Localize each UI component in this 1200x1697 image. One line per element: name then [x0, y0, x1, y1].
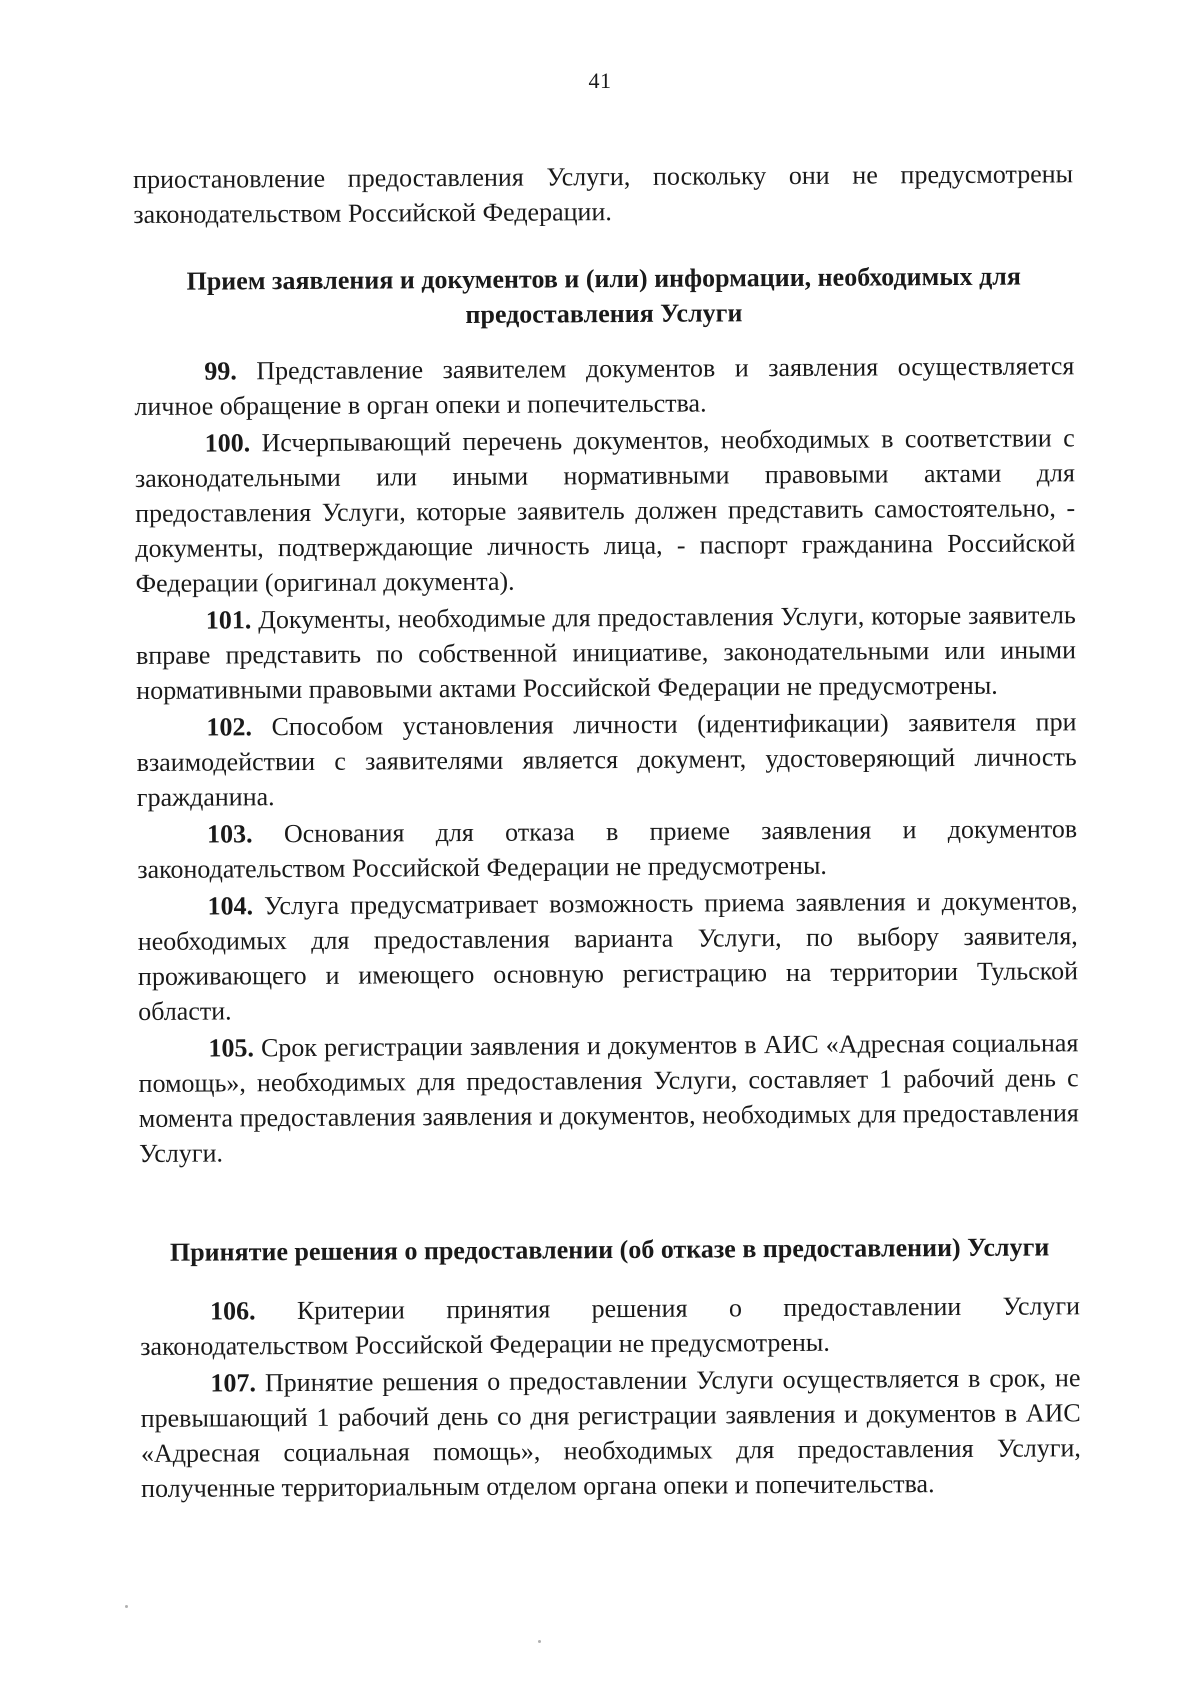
document-body — [133, 156, 1081, 1506]
scan-speck — [125, 1605, 128, 1608]
paragraph-number: 103. — [207, 819, 253, 849]
paragraph-102 — [136, 704, 1077, 815]
paragraph-text: Критерии принятия решения о предоставлении Услуги законодательством Российской Федерации не предусмотрены. — [140, 1291, 1081, 1361]
paragraph-101 — [136, 597, 1077, 708]
paragraph-number: 104. — [207, 891, 254, 921]
paragraph-number: 101. — [205, 605, 252, 635]
paragraph-text: Принятие решения о предоставлении Услуги осуществляется в срок, не превышающий 1 рабочий день со дня регистрации заявления и документов в АИС «Адресная социальная помощь», необходимых для предоставления Услуги, полученные территориальным отделом органа опеки и попечительства. — [140, 1363, 1081, 1503]
intro-paragraph: приостановление предоставления Услуги, поскольку они не предусмотрены законодательством Российской Федерации. — [133, 159, 1074, 229]
section-heading-decision: Принятие решения о предоставлении (об отказе в предоставлении) Услуги — [169, 1232, 1050, 1267]
page-number: 41 — [588, 68, 612, 93]
section-heading-reception: Прием заявления и документов и (или) информации, необходимых для предоставления Услуги — [186, 261, 1021, 329]
paragraph-text: Документы, необходимые для предоставления Услуги, которые заявитель вправе представить по собственной инициативе, законодательными или иными нормативными правовыми актами Российской Федерации не предусмотрены. — [135, 600, 1077, 705]
paragraph-text: Способом установления личности (идентификации) заявителя при взаимодействии с заявителями является документ, удостоверяющий личность гражданина. — [136, 707, 1077, 812]
paragraph-number: 105. — [208, 1033, 255, 1063]
paragraph-number: 99. — [204, 356, 237, 386]
paragraph-105 — [138, 1025, 1079, 1171]
paragraph-number: 106. — [209, 1296, 256, 1326]
paragraph-104 — [137, 883, 1078, 1029]
paragraph-number: 107. — [210, 1368, 257, 1398]
paragraph-106 — [140, 1288, 1080, 1364]
paragraph-text: Срок регистрации заявления и документов в АИС «Адресная социальная помощь», необходимых для предоставления Услуги, составляет 1 рабочий день с момента предоставления заявления и документов, необходимых для предоставления Услуги. — [138, 1028, 1079, 1168]
paragraph-text: Исчерпывающий перечень документов, необходимых в соответствии с законодательными или иными нормативными правовыми актами для предоставления Услуги, которые заявитель должен представить самостоятельно, - документы, подтверждающие личность лица, - паспорт гражданина Российской Федерации (оригинал документа). — [134, 423, 1076, 598]
paragraph-103 — [137, 811, 1077, 887]
paragraph-107 — [140, 1360, 1081, 1506]
paragraph-99 — [134, 348, 1074, 424]
paragraph-text: Представление заявителем документов и заявления осуществляется личное обращение в орган опеки и попечительства. — [134, 351, 1075, 421]
paragraph-number: 100. — [204, 428, 251, 458]
paragraph-text: Услуга предусматривает возможность приема заявления и документов, необходимых для предоставления варианта Услуги, по выбору заявителя, проживающего и имеющего основную регистрацию на территории Тульской области. — [137, 886, 1079, 1026]
scan-speck — [538, 1640, 541, 1643]
paragraph-number: 102. — [206, 712, 253, 742]
paragraph-text: Основания для отказа в приеме заявления и документов законодательством Российской Федерации не предусмотрены. — [137, 814, 1078, 884]
paragraph-100 — [135, 420, 1076, 601]
